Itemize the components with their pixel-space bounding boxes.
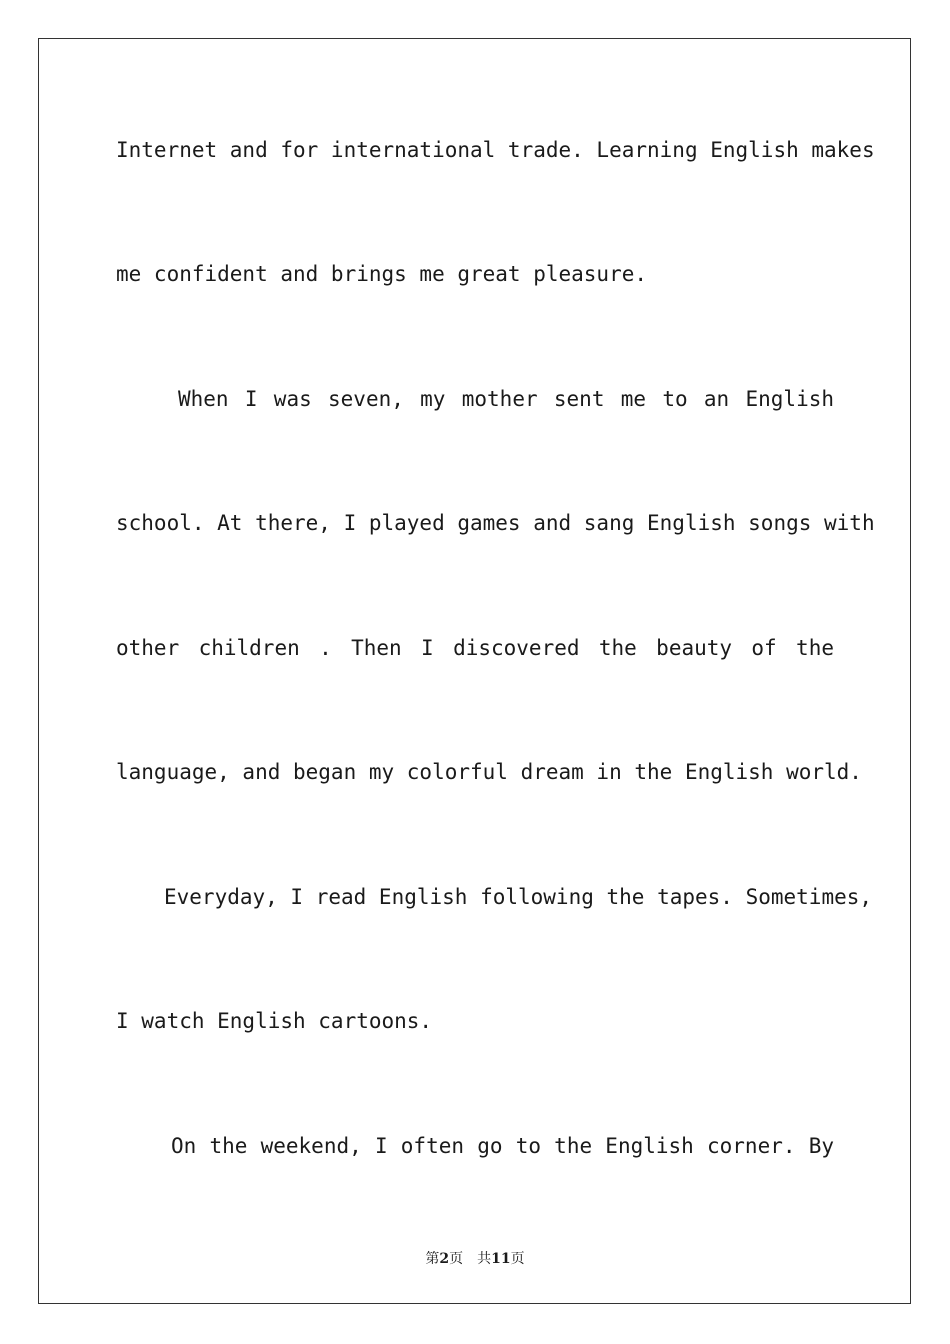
body-text-line: me confident and brings me great pleasure. xyxy=(116,262,648,286)
body-text-line: school. At there, I played games and sang English songs with xyxy=(116,511,875,535)
page-prefix: 第 xyxy=(425,1251,440,1267)
body-text-line: other children . Then I discovered the beauty of the xyxy=(116,636,834,660)
total-page-count: 11 xyxy=(491,1251,511,1267)
body-text-line: Internet and for international trade. Learning English makes xyxy=(116,138,875,162)
page-suffix: 页 xyxy=(449,1251,464,1267)
body-text-line: When I was seven, my mother sent me to an English xyxy=(178,387,834,411)
body-text-line: I watch English cartoons. xyxy=(116,1009,433,1033)
current-page-number: 2 xyxy=(439,1251,450,1267)
body-text-line: language, and began my colorful dream in the English world. xyxy=(116,760,862,784)
page-number-footer xyxy=(0,1248,950,1268)
page-border xyxy=(38,38,911,1304)
body-text-line: Everyday, I read English following the tapes. Sometimes, xyxy=(164,885,873,909)
total-suffix: 页 xyxy=(510,1251,525,1267)
total-prefix: 共 xyxy=(477,1251,492,1267)
body-text-line: On the weekend, I often go to the English corner. By xyxy=(171,1134,834,1158)
